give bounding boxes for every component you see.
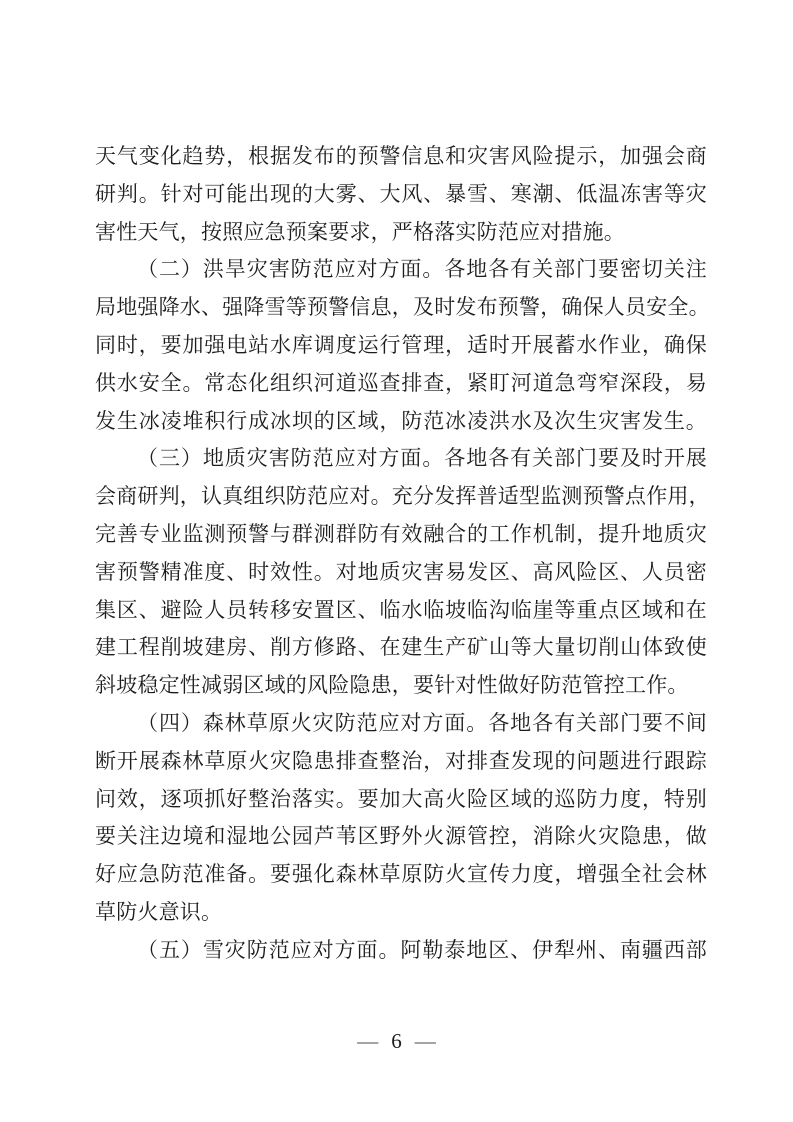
doc-line: 局地强降水、强降雪等预警信息，及时发布预警，确保人员安全。 <box>95 295 710 320</box>
paragraph-weather-disaster-continued <box>95 138 707 251</box>
doc-line: 集区、避险人员转移安置区、临水临坡临沟临崖等重点区域和在 <box>95 597 707 622</box>
doc-line: 完善专业监测预警与群测群防有效融合的工作机制，提升地质灾 <box>95 521 707 546</box>
doc-line: 同时，要加强电站水库调度运行管理，适时开展蓄水作业，确保 <box>95 332 707 357</box>
document-body <box>95 138 710 970</box>
footer-left-dash: — <box>357 1029 379 1053</box>
doc-line: （四）森林草原火灾防范应对方面。各地各有关部门要不间 <box>137 710 707 735</box>
page-footer <box>0 1029 793 1054</box>
doc-line: 害性天气，按照应急预案要求，严格落实防范应对措施。 <box>95 219 625 244</box>
doc-line: 供水安全。常态化组织河道巡查排查，紧盯河道急弯窄深段，易 <box>95 370 707 395</box>
paragraph-snow-disaster <box>95 932 707 970</box>
doc-line: 好应急防范准备。要强化森林草原防火宣传力度，增强全社会林 <box>95 862 707 887</box>
doc-line: 研判。针对可能出现的大雾、大风、暴雪、寒潮、低温冻害等灾 <box>95 181 707 206</box>
doc-line: 要关注边境和湿地公园芦苇区野外火源管控，消除火灾隐患，做 <box>95 824 707 849</box>
doc-line: 斜坡稳定性减弱区域的风险隐患，要针对性做好防范管控工作。 <box>95 673 689 698</box>
doc-line: 断开展森林草原火灾隐患排查整治，对排查发现的问题进行跟踪 <box>95 748 707 773</box>
doc-line: 天气变化趋势，根据发布的预警信息和灾害风险提示，加强会商 <box>95 144 707 168</box>
doc-line: 草防火意识。 <box>95 899 223 924</box>
doc-line: 发生冰凌堆积行成冰坝的区域，防范冰凌洪水及次生灾害发生。 <box>95 408 707 433</box>
paragraph-flood-drought-disaster <box>95 251 710 440</box>
doc-line: 建工程削坡建房、削方修路、在建生产矿山等大量切削山体致使 <box>95 635 707 660</box>
paragraph-forest-grassland-fire <box>95 705 707 932</box>
doc-line: 会商研判，认真组织防范应对。充分发挥普适型监测预警点作用， <box>95 484 710 509</box>
doc-line: （二）洪旱灾害防范应对方面。各地各有关部门要密切关注 <box>137 257 707 282</box>
paragraph-geological-disaster <box>95 440 710 705</box>
page-number: 6 <box>391 1029 402 1053</box>
doc-line: 害预警精准度、时效性。对地质灾害易发区、高风险区、人员密 <box>95 559 707 584</box>
doc-line: 问效，逐项抓好整治落实。要加大高火险区域的巡防力度，特别 <box>95 786 707 811</box>
footer-right-dash: — <box>414 1029 436 1053</box>
doc-line: （五）雪灾防范应对方面。阿勒泰地区、伊犁州、南疆西部 <box>137 937 707 962</box>
doc-line: （三）地质灾害防范应对方面。各地各有关部门要及时开展 <box>137 446 707 471</box>
